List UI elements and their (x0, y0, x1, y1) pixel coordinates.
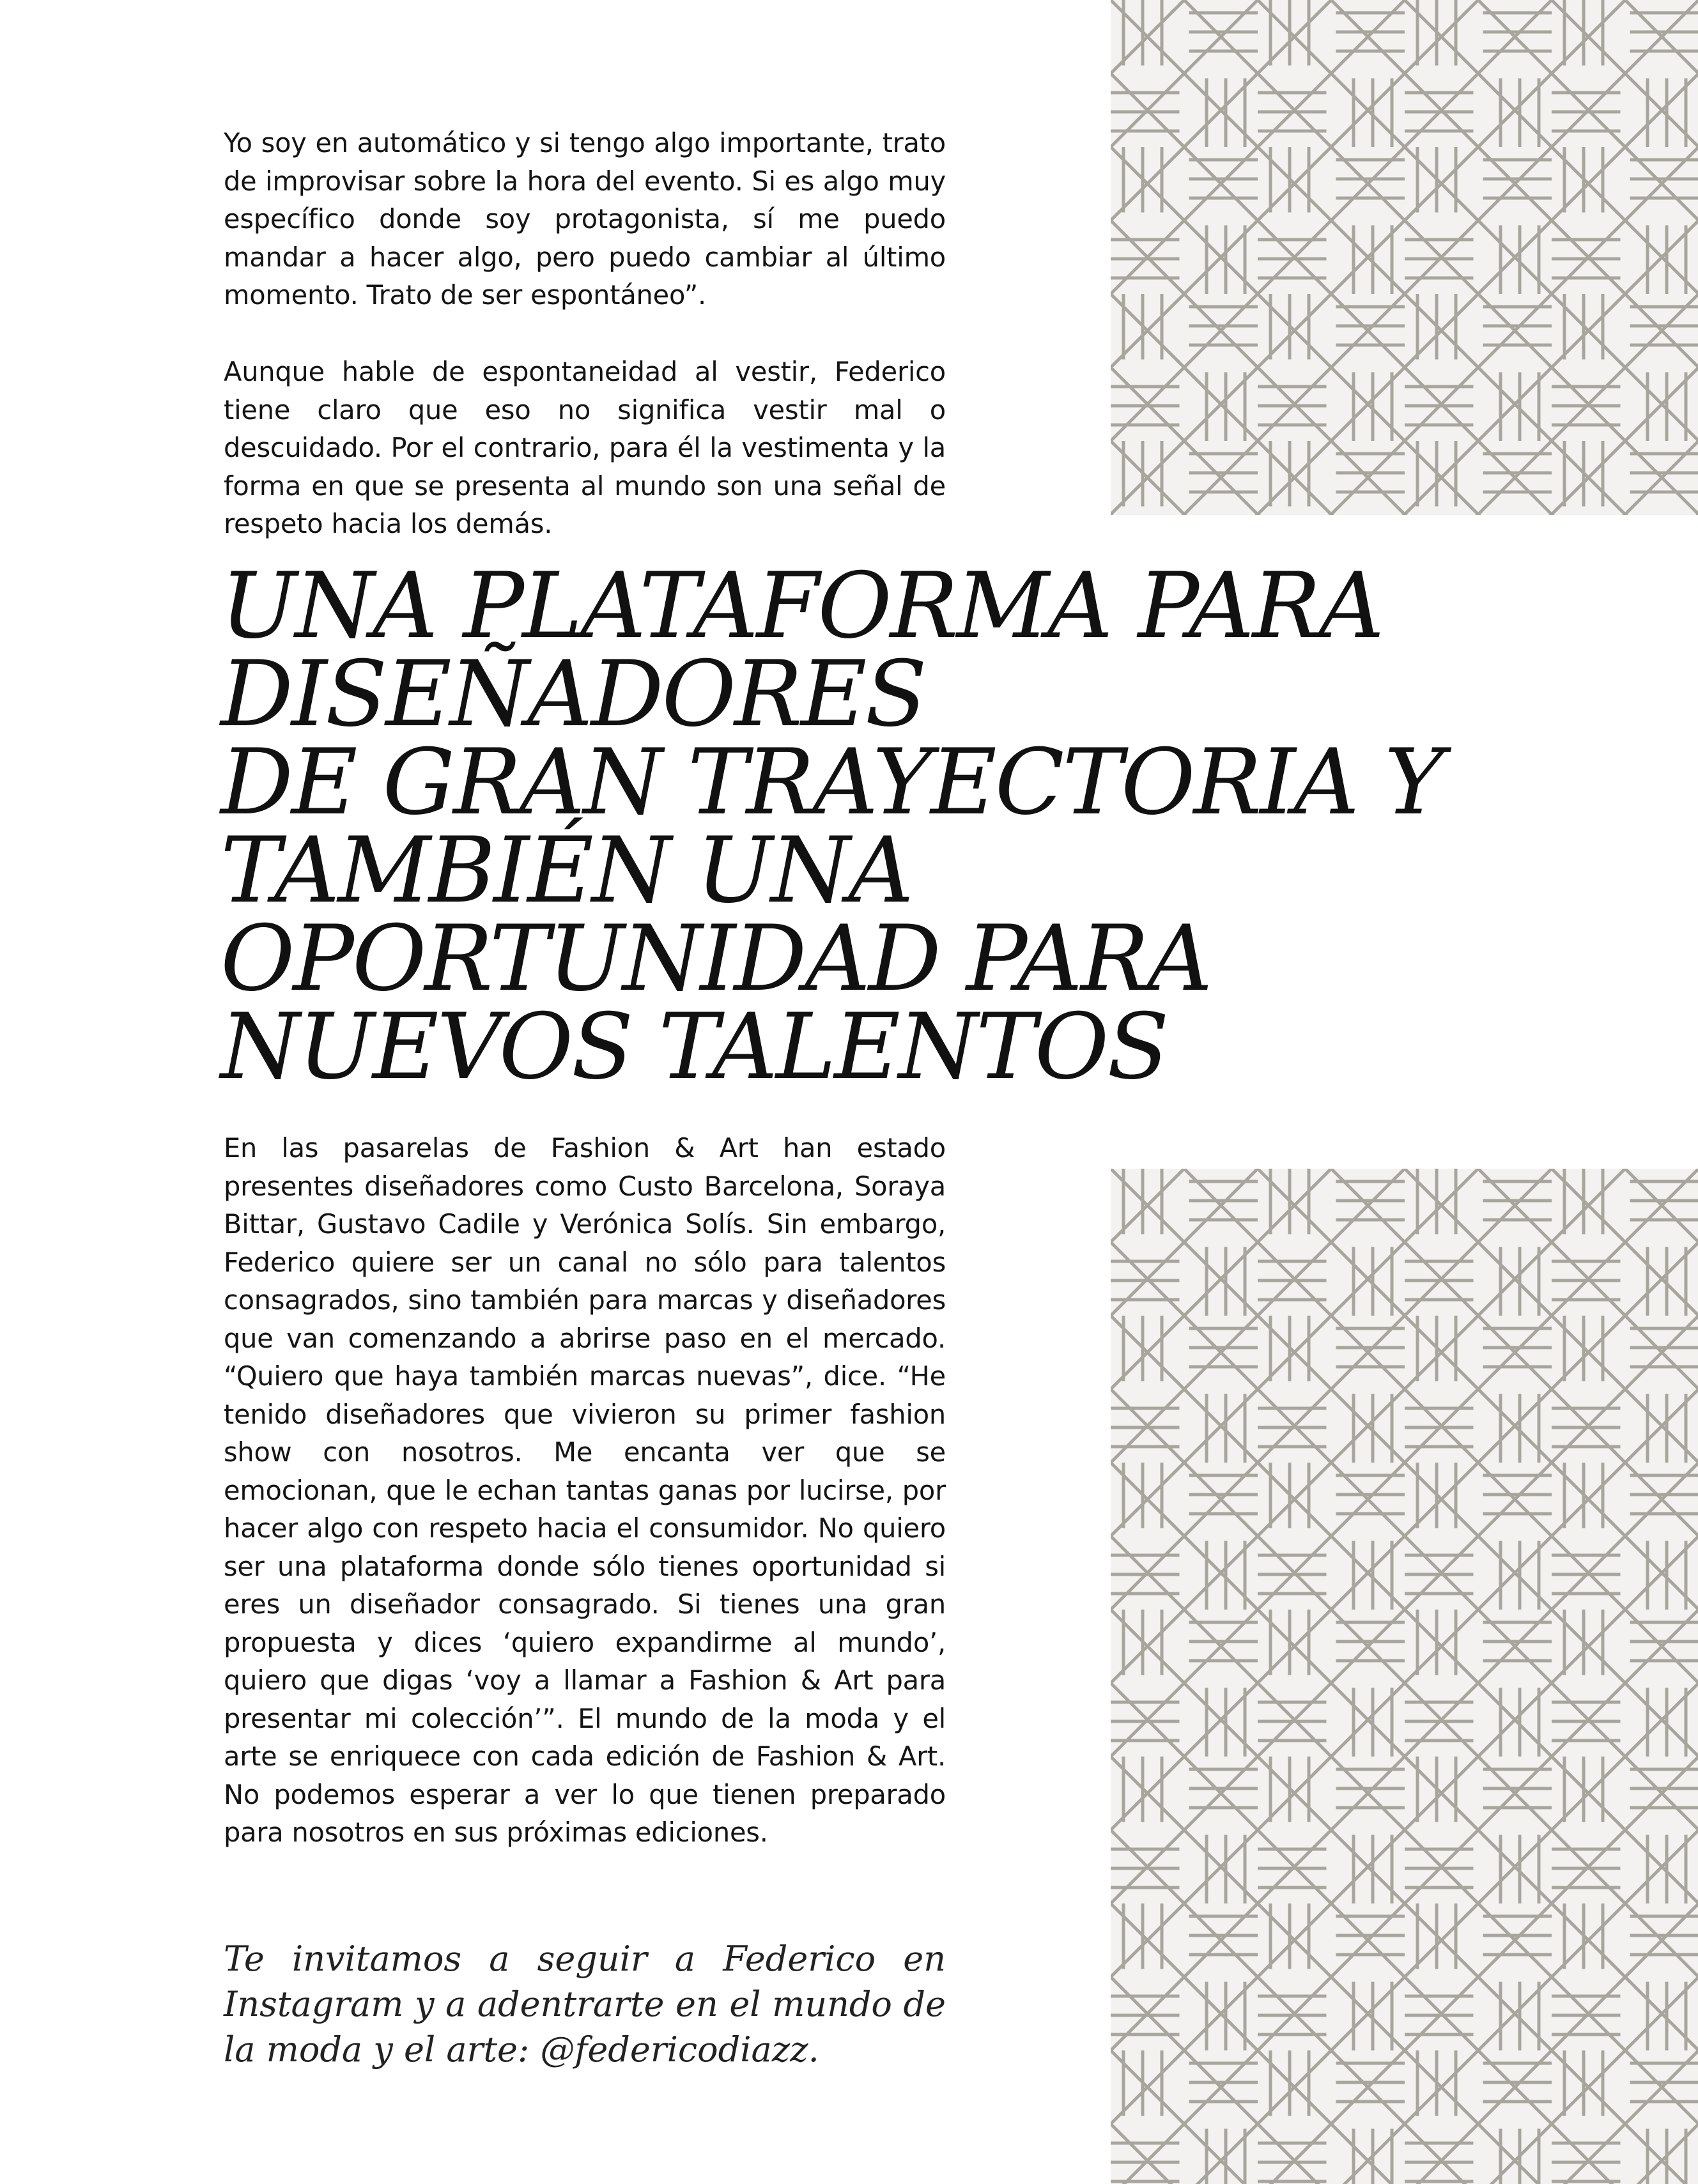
headline-line: OPORTUNIDAD PARA (220, 906, 1211, 1011)
headline-line: DE GRAN TRAYECTORIA Y (220, 730, 1442, 835)
headline-line: UNA PLATAFORMA PARA (220, 553, 1383, 659)
article-paragraph-3: En las pasarelas de Fashion & Art han estado presentes diseñadores como Custo Barcelona, Soraya Bittar, Gustavo Cadile y Verónica Solís. Sin embargo, Federico quiere ser un canal no sólo para talentos consagrados, sino también para marcas y diseñadores que van comenzando a abrirse paso en el mercado. “Quiero que haya también marcas nuevas”, dice. “He tenido diseñadores que vivieron su primer fashion show con nosotros. Me encanta ver que se emocionan, que le echan tantas ganas por lucirse, por hacer algo con respeto hacia el consumidor. No quiero ser una plataforma donde sólo tienes oportunidad si eres un diseñador consagrado. Si tienes una gran propuesta y dices ‘quiero expandirme al mundo’, quiero que digas ‘voy a llamar a Fashion & Art para presentar mi colección’”. El mundo de la moda y el arte se enriquece con cada edición de Fashion & Art. No podemos esperar a ver lo que tienen preparado para nosotros en sus próximas ediciones. (224, 1132, 946, 1848)
headline (220, 553, 1594, 1100)
decorative-pattern-top (1111, 0, 1698, 515)
geometric-pattern-graphic (1111, 0, 1698, 515)
geometric-pattern-graphic (1111, 1169, 1698, 2184)
headline-line: TAMBIÉN UNA (220, 818, 912, 923)
decorative-pattern-bottom (1111, 1169, 1698, 2184)
headline-line: DISEÑADORES (220, 642, 925, 747)
article-paragraph-1: Yo soy en automático y si tengo algo importante, trato de improvisar sobre la hora del evento. Si es algo muy específico donde soy protagonista, sí me puedo mandar a hacer algo, pero puedo cambiar al último momento. Trato de ser espontáneo”. (224, 127, 946, 311)
headline-line: NUEVOS TALENTOS (220, 994, 1168, 1100)
closing-invitation: Te invitamos a seguir a Federico en Instagram y a adentrarte en el mundo de la moda y el arte: @federicodiazz. (224, 1939, 946, 2070)
article-paragraph-2: Aunque hable de espontaneidad al vestir, Federico tiene claro que eso no significa vestir mal o descuidado. Por el contrario, para él la vestimenta y la forma en que se presenta al mundo son una señal de respeto hacia los demás. (224, 356, 946, 539)
